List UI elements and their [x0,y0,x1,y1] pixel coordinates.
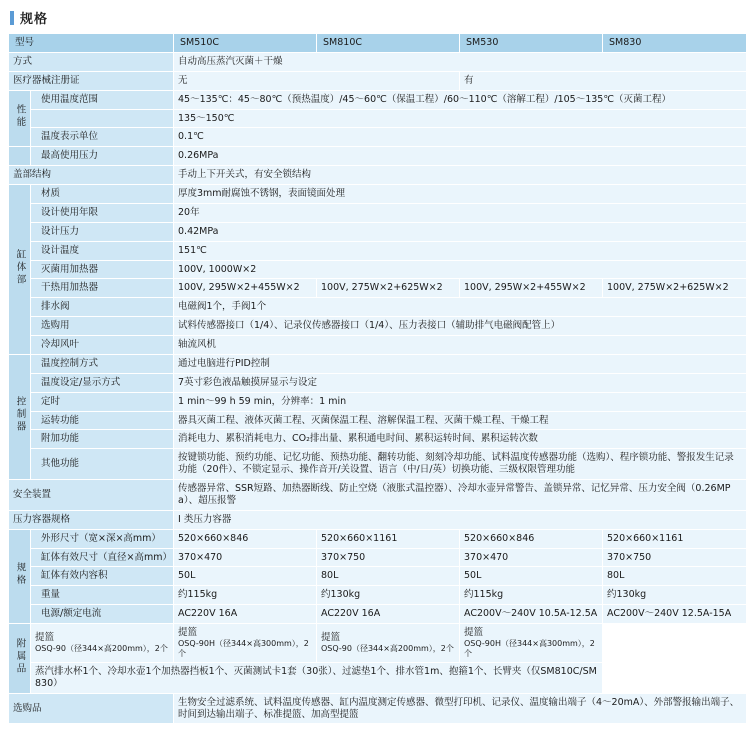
row-label-temp-unit: 温度表示单位 [31,128,174,147]
table-row [9,71,747,90]
accessory-name-1: 提篮 [178,627,198,638]
table-row [9,529,747,548]
category-tank: 缸体部 [9,185,31,355]
row-value-outer-dim-2: 520×660×846 [460,529,603,548]
category-performance-cont [9,147,31,166]
table-row [9,166,747,185]
row-label-dry-heater: 干热用加热器 [31,279,174,298]
category-controller: 控制器 [9,354,31,479]
row-label-power: 电源/额定电流 [31,605,174,624]
row-value-weight-0: 约115kg [174,586,317,605]
row-label-extra-function: 附加功能 [31,430,174,449]
table-row [9,586,747,605]
table-row [9,203,747,222]
row-value-inner-dim-0: 370×470 [174,548,317,567]
table-header-row [9,34,747,53]
table-row [9,241,747,260]
table-row [9,52,747,71]
row-value-design-temp: 151℃ [174,241,747,260]
row-value-registration-none: 无 [174,71,460,90]
row-value-power-3: AC200V〜240V 12.5A-15A [603,605,747,624]
table-row [9,567,747,586]
row-value-weight-2: 约115kg [460,586,603,605]
row-label-optional: 选购品 [9,693,174,724]
row-label-lid: 盖部结构 [9,166,174,185]
row-value-power-0: AC220V 16A [174,605,317,624]
row-label-vessel: 压力容器规格 [9,510,174,529]
table-row [9,147,747,166]
row-value-inner-dim-3: 370×750 [603,548,747,567]
table-row [9,373,747,392]
row-label-operation-function: 运转功能 [31,411,174,430]
table-row [9,354,747,373]
row-value-dry-heater-2: 100V, 295W×2+455W×2 [460,279,603,298]
row-value-accessory-common: 蒸汽排水杯1个、冷却水壶1个加热器挡板1个、灭菌测试卡1套（30张）、过滤垫1个、排水管1m、抱箍1个、长臂夹（仅SM810C/SM830） [31,662,603,693]
row-value-capacity-3: 80L [603,567,747,586]
header-model-3: SM830 [603,34,747,53]
row-label-design-pressure: 设计压力 [31,222,174,241]
row-label-registration: 医疗器械注册证 [9,71,174,90]
row-value-design-life: 20年 [174,203,747,222]
row-value-capacity-0: 50L [174,567,317,586]
table-row [9,662,747,693]
row-value-drain: 电磁阀1个，手阀1个 [174,298,747,317]
row-value-dry-heater-0: 100V, 295W×2+455W×2 [174,279,317,298]
category-spec: 规格 [9,529,31,623]
row-value-accessory-1 [174,624,317,663]
accessory-name-0: 提篮 [35,632,55,643]
table-row [9,109,747,128]
row-value-outer-dim-0: 520×660×846 [174,529,317,548]
table-row [9,298,747,317]
table-row [9,510,747,529]
table-row [9,693,747,724]
specification-table [8,33,747,724]
row-label-capacity: 缸体有效内容积 [31,567,174,586]
row-value-accessory-0 [31,624,174,663]
row-value-temp-control: 通过电脑进行PID控制 [174,354,747,373]
row-value-temp-range-2: 135〜150℃ [174,109,747,128]
table-row [9,222,747,241]
table-row [9,480,747,511]
page-title-text: 规格 [20,12,49,27]
row-label-inner-dim: 缸体有效尺寸（直径×高mm） [31,548,174,567]
row-value-operation-function: 器具灭菌工程、液体灭菌工程、灭菌保温工程、溶解保温工程、灭菌干燥工程、干燥工程 [174,411,747,430]
row-label-temp-range: 使用温度范围 [31,90,174,109]
row-label-method: 方式 [9,52,174,71]
row-value-weight-3: 约130kg [603,586,747,605]
table-row [9,548,747,567]
row-label-temp-control: 温度控制方式 [31,354,174,373]
row-label-weight: 重量 [31,586,174,605]
row-value-capacity-1: 80L [317,567,460,586]
page-title [10,8,746,27]
row-value-extra-function: 消耗电力、累积消耗电力、CO₂排出量、累积通电时间、累积运转时间、累积运转次数 [174,430,747,449]
row-value-vessel: Ⅰ 类压力容器 [174,510,747,529]
row-value-max-pressure: 0.26MPa [174,147,747,166]
table-row [9,449,747,480]
row-value-option-use: 试料传感器接口（1/4）、记录仪传感器接口（1/4）、压力表接口（辅助排气电磁阀配管上） [174,317,747,336]
table-row [9,185,747,204]
table-row [9,260,747,279]
row-label-safety: 安全装置 [9,480,174,511]
row-value-outer-dim-3: 520×660×1161 [603,529,747,548]
row-value-optional: 生物安全过滤系统、试料温度传感器、缸内温度测定传感器、微型打印机、记录仪、温度输出端子（4〜20mA）、外部警报输出端子、时间到达输出端子、标准提篮、加高型提篮 [174,693,747,724]
row-value-capacity-2: 50L [460,567,603,586]
row-value-other-function: 按键锁功能、预约功能、记忆功能、预热功能、翻转功能、刻刻冷却功能、试料温度传感器功能（选购）、程序锁功能、警报发生记录功能（20件）、不锁定显示、操作音开/关设置、语言（中/日/英）切换功能、三级权限管理功能 [174,449,747,480]
row-value-material: 厚度3mm耐腐蚀不锈钢，表面镜面处理 [174,185,747,204]
row-value-accessory-2 [317,624,460,663]
table-row [9,128,747,147]
row-value-power-2: AC200V〜240V 10.5A-12.5A [460,605,603,624]
row-value-timer: 1 min〜99 h 59 min，分辨率：1 min [174,392,747,411]
row-value-accessory-3 [460,624,603,663]
row-label-fan: 冷却风叶 [31,336,174,355]
row-label-drain: 排水阀 [31,298,174,317]
row-value-dry-heater-3: 100V, 275W×2+625W×2 [603,279,747,298]
row-label-temp-display: 温度设定/显示方式 [31,373,174,392]
row-value-steri-heater: 100V, 1000W×2 [174,260,747,279]
accessory-spec-3: OSQ-90H（径344×高300mm），2个 [464,638,595,658]
row-value-registration-yes: 有 [460,71,747,90]
accessory-spec-0: OSQ-90（径344×高200mm），2个 [35,643,168,653]
row-value-weight-1: 约130kg [317,586,460,605]
accessory-spec-2: OSQ-90（径344×高200mm），2个 [321,643,454,653]
table-row [9,317,747,336]
row-value-outer-dim-1: 520×660×1161 [317,529,460,548]
row-label-design-temp: 设计温度 [31,241,174,260]
header-model-2: SM530 [460,34,603,53]
row-label-outer-dim: 外形尺寸（宽×深×高mm） [31,529,174,548]
table-row [9,392,747,411]
row-value-safety: 传感器异常、SSR短路、加热器断线、防止空烧（液胀式温控器）、冷却水壶异常警告、盖锁异常、记忆异常、压力安全阀（0.26MPa）、超压报警 [174,480,747,511]
row-value-design-pressure: 0.42MPa [174,222,747,241]
row-value-dry-heater-1: 100V, 275W×2+625W×2 [317,279,460,298]
row-label-option-use: 选购用 [31,317,174,336]
row-value-temp-range: 45〜135℃：45〜80℃（预热温度）/45〜60℃（保温工程）/60〜110℃（溶解工程）/105〜135℃（灭菌工程） [174,90,747,109]
row-value-inner-dim-2: 370×470 [460,548,603,567]
row-value-method: 自动高压蒸汽灭菌＋干燥 [174,52,747,71]
accessory-spec-1: OSQ-90H（径344×高300mm），2个 [178,638,309,658]
table-row [9,279,747,298]
row-label-steri-heater: 灭菌用加热器 [31,260,174,279]
table-row [9,411,747,430]
row-label-timer: 定时 [31,392,174,411]
row-value-power-1: AC220V 16A [317,605,460,624]
table-row [9,624,747,663]
header-model-0: SM510C [174,34,317,53]
row-value-lid: 手动上下开关式，有安全锁结构 [174,166,747,185]
row-value-temp-unit: 0.1℃ [174,128,747,147]
row-value-fan: 轴流风机 [174,336,747,355]
table-row [9,430,747,449]
title-accent-bar [10,11,14,25]
accessory-name-3: 提篮 [464,627,484,638]
row-label-temp-range-2 [31,109,174,128]
table-row [9,336,747,355]
category-performance: 性能 [9,90,31,147]
row-label-max-pressure: 最高使用压力 [31,147,174,166]
row-value-temp-display: 7英寸彩色液晶触摸屏显示与设定 [174,373,747,392]
row-label-other-function: 其他功能 [31,449,174,480]
category-accessory: 附属品 [9,624,31,694]
header-model-1: SM810C [317,34,460,53]
header-model-label: 型号 [9,34,174,53]
row-label-design-life: 设计使用年限 [31,203,174,222]
table-row [9,605,747,624]
accessory-name-2: 提篮 [321,632,341,643]
row-value-inner-dim-1: 370×750 [317,548,460,567]
table-row [9,90,747,109]
row-label-material: 材质 [31,185,174,204]
